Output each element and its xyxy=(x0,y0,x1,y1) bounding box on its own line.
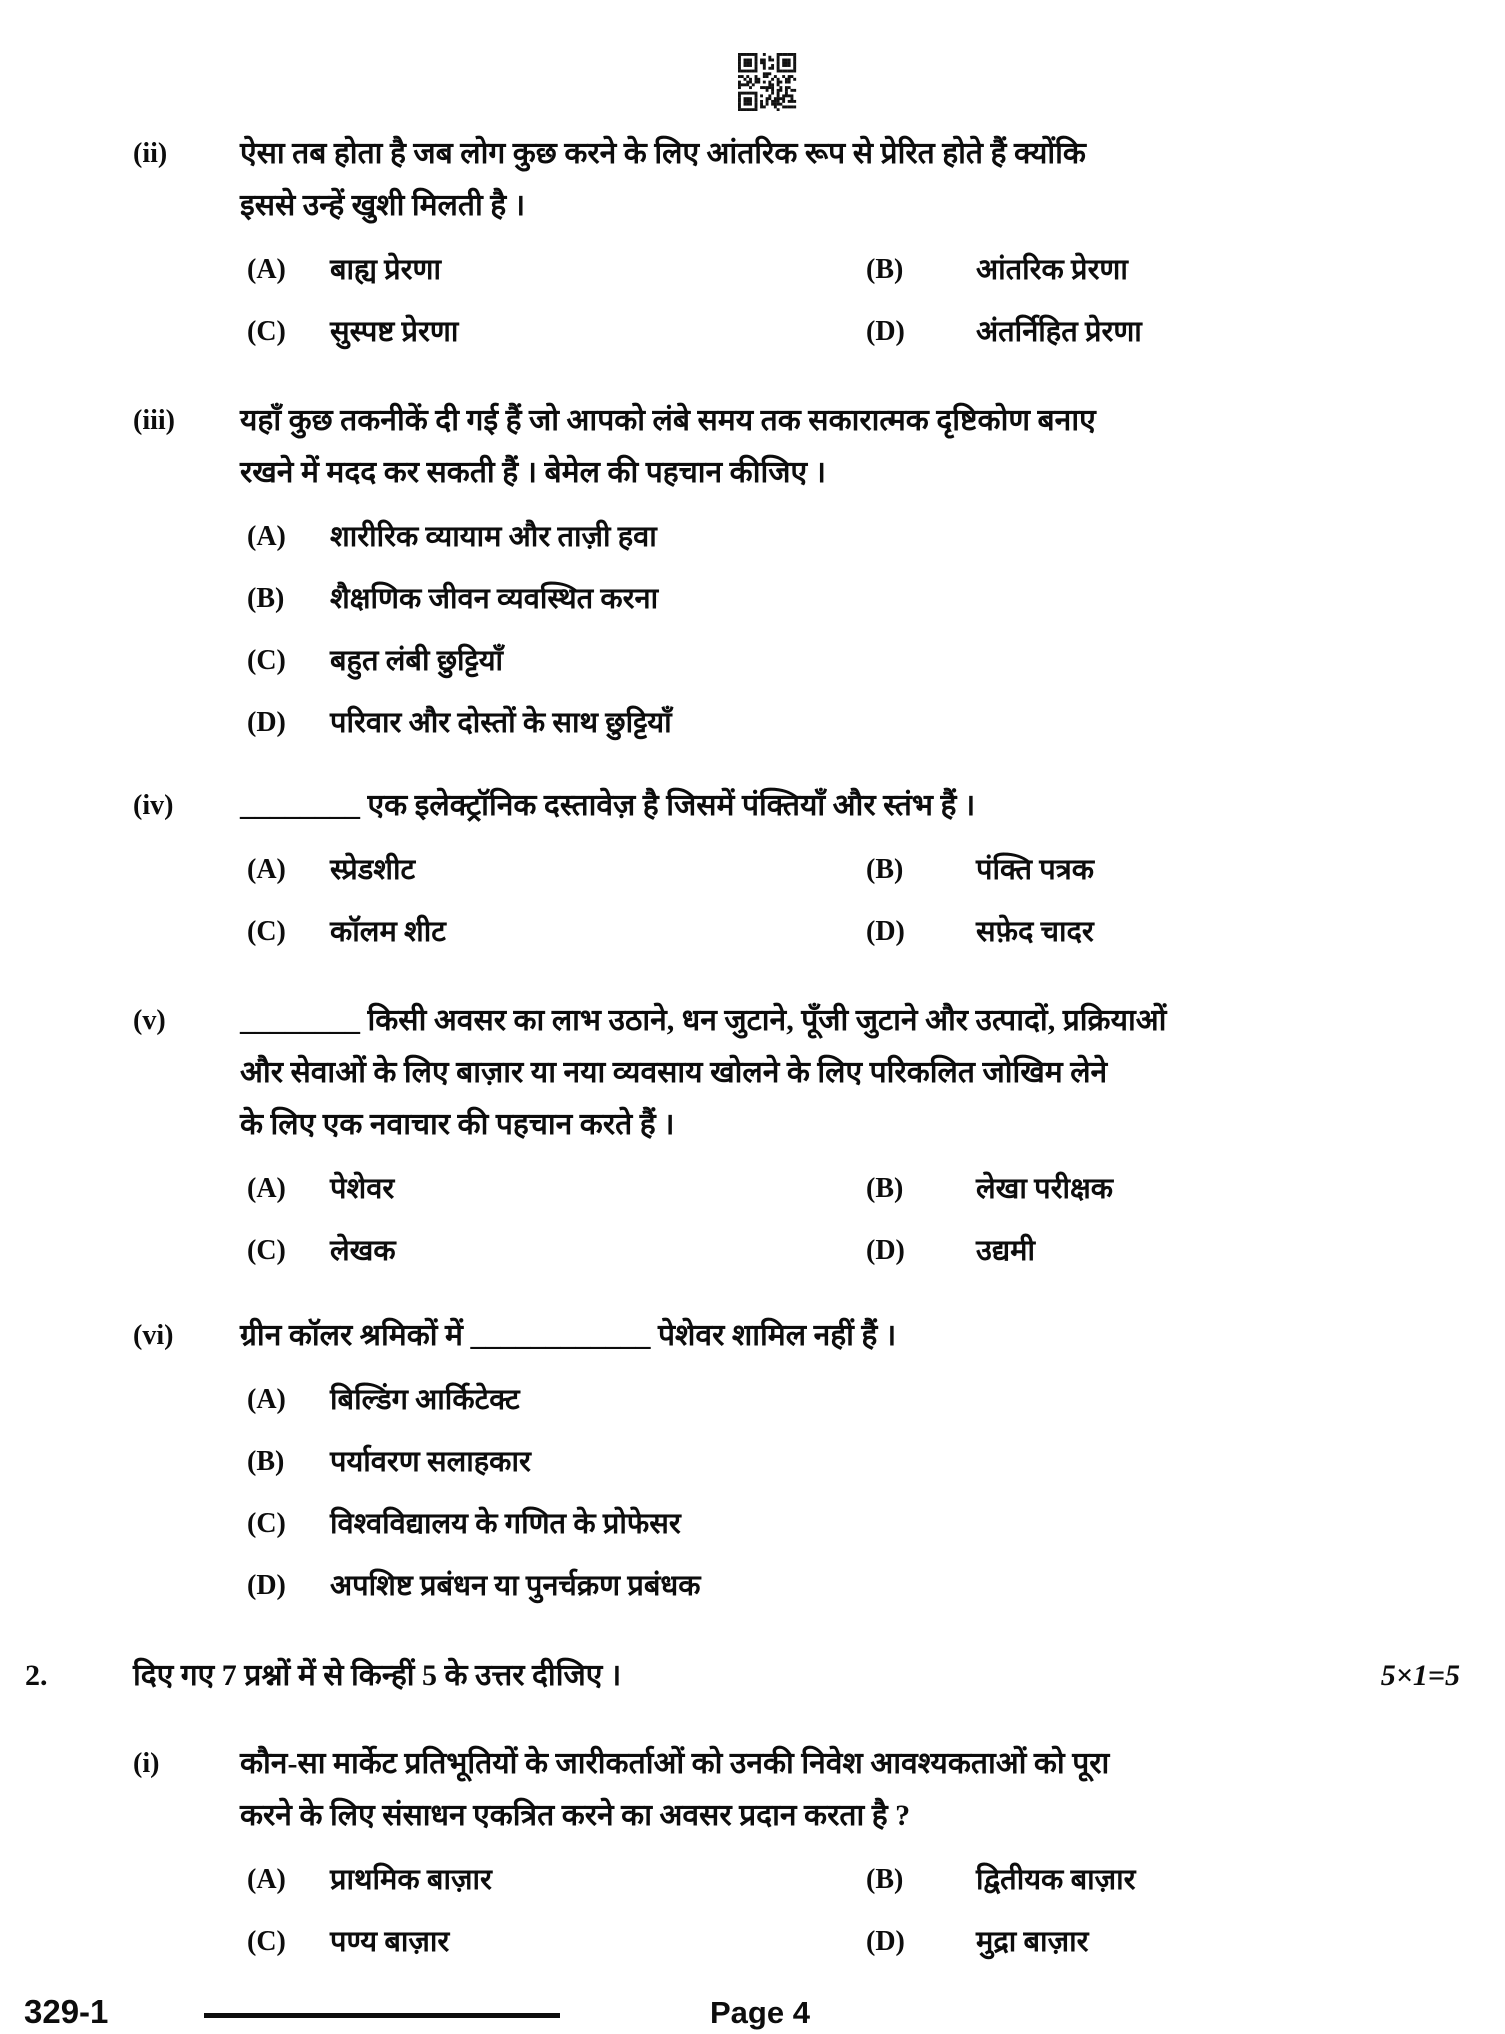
options-list xyxy=(133,850,1463,974)
option-label: (C) xyxy=(247,916,286,947)
option-label: (A) xyxy=(247,521,286,552)
option-text: विश्वविद्यालय के गणित के प्रोफेसर xyxy=(330,1508,681,1540)
option-row xyxy=(133,1169,1463,1231)
option-text: बिल्डिंग आर्किटेक्ट xyxy=(330,1384,520,1416)
question-text-line: ग्रीन कॉलर श्रमिकों में ____________ पेशेवर शामिल नहीं हैं । xyxy=(240,1319,897,1352)
option-text: मुद्रा बाज़ार xyxy=(976,1926,1089,1958)
question-number: (v) xyxy=(133,1005,166,1036)
option-label: (D) xyxy=(866,316,905,347)
option-text: आंतरिक प्रेरणा xyxy=(976,254,1128,286)
option-text: स्प्रेडशीट xyxy=(330,854,416,886)
option-row xyxy=(133,912,1463,974)
option xyxy=(247,312,866,352)
option-row xyxy=(133,703,1463,765)
option xyxy=(247,1922,866,1962)
option xyxy=(866,1922,1088,1962)
option-text: पेशेवर xyxy=(330,1173,395,1205)
option xyxy=(247,1566,866,1606)
option xyxy=(247,912,866,952)
question-2-header xyxy=(25,1653,1462,1699)
sub-question xyxy=(133,1738,1463,1984)
option-label: (B) xyxy=(866,1173,904,1204)
question-number: (iv) xyxy=(133,790,174,821)
option-row xyxy=(133,850,1463,912)
option-text: प्राथमिक बाज़ार xyxy=(330,1864,492,1896)
option-label: (D) xyxy=(247,707,286,738)
question-head xyxy=(133,1310,1463,1362)
question-number: (vi) xyxy=(133,1320,174,1351)
option xyxy=(866,1231,1035,1271)
question-head xyxy=(133,128,1463,232)
option-text: द्वितीयक बाज़ार xyxy=(976,1864,1136,1896)
option xyxy=(866,1169,1113,1209)
option xyxy=(247,1860,866,1900)
question-head xyxy=(133,395,1463,499)
option xyxy=(866,250,1128,290)
question-lines xyxy=(240,128,1463,232)
option xyxy=(866,912,1094,952)
option-label: (B) xyxy=(866,1864,904,1895)
option-row xyxy=(133,1504,1463,1566)
question-number: (ii) xyxy=(133,138,168,169)
option-row xyxy=(133,517,1463,579)
question-lines xyxy=(240,995,1463,1151)
sub-question xyxy=(133,395,1463,765)
option-text: उद्यमी xyxy=(976,1235,1036,1267)
option xyxy=(247,1442,866,1482)
option-label: (C) xyxy=(247,316,286,347)
option xyxy=(247,1169,866,1209)
question-head xyxy=(133,1738,1463,1842)
option-label: (A) xyxy=(247,1864,286,1895)
option-text: सुस्पष्ट प्रेरणा xyxy=(330,316,459,348)
option-text: लेखक xyxy=(330,1235,396,1267)
sub-question xyxy=(133,128,1463,374)
options-list xyxy=(133,1380,1463,1628)
option-row xyxy=(133,1566,1463,1628)
option-row xyxy=(133,250,1463,312)
option-row xyxy=(133,641,1463,703)
option-row xyxy=(133,1231,1463,1293)
question-2-text: दिए गए 7 प्रश्नों में से किन्हीं 5 के उत्तर दीजिए । xyxy=(133,1659,622,1692)
option xyxy=(247,850,866,890)
option-row xyxy=(133,1860,1463,1922)
sub-question xyxy=(133,995,1463,1293)
question-text-line: कौन-सा मार्केट प्रतिभूतियों के जारीकर्ताओं को उनकी निवेश आवश्यकताओं को पूरा xyxy=(240,1747,1110,1780)
option xyxy=(247,517,866,557)
option-text: अपशिष्ट प्रबंधन या पुनर्चक्रण प्रबंधक xyxy=(330,1570,701,1602)
option-text: पर्यावरण सलाहकार xyxy=(330,1446,531,1478)
option-label: (A) xyxy=(247,854,286,885)
option xyxy=(247,641,866,681)
option-label: (D) xyxy=(866,916,905,947)
option-label: (C) xyxy=(247,1235,286,1266)
sub-question xyxy=(133,780,1463,974)
option-label: (D) xyxy=(866,1926,905,1957)
question-text-line: यहाँ कुछ तकनीकें दी गई हैं जो आपको लंबे समय तक सकारात्मक दृष्टिकोण बनाए xyxy=(240,404,1096,437)
option-text: शैक्षणिक जीवन व्यवस्थित करना xyxy=(330,583,659,615)
question-lines xyxy=(240,1310,1463,1362)
option-text: परिवार और दोस्तों के साथ छुट्टियाँ xyxy=(330,707,672,739)
option xyxy=(247,1380,866,1420)
page-number: Page 4 xyxy=(710,1995,810,2030)
option-row xyxy=(133,1442,1463,1504)
option-text: अंतर्निहित प्रेरणा xyxy=(976,316,1142,348)
question-text-line: के लिए एक नवाचार की पहचान करते हैं । xyxy=(240,1108,675,1141)
options-list xyxy=(133,250,1463,374)
option xyxy=(247,250,866,290)
option-label: (A) xyxy=(247,1384,286,1415)
options-list xyxy=(133,517,1463,765)
question-lines xyxy=(240,1738,1463,1842)
options-list xyxy=(133,1860,1463,1984)
question-text-line: ________ किसी अवसर का लाभ उठाने, धन जुटाने, पूँजी जुटाने और उत्पादों, प्रक्रियाओं xyxy=(240,1004,1167,1037)
option-label: (B) xyxy=(247,583,285,614)
option xyxy=(247,703,866,743)
sub-question xyxy=(133,1310,1463,1628)
question-text-line: ऐसा तब होता है जब लोग कुछ करने के लिए आंतरिक रूप से प्रेरित होते हैं क्योंकि xyxy=(240,137,1086,170)
question-text-line: ________ एक इलेक्ट्रॉनिक दस्तावेज़ है जिसमें पंक्तियाँ और स्तंभ हैं । xyxy=(240,789,976,822)
question-lines xyxy=(240,395,1463,499)
option xyxy=(866,1860,1136,1900)
option xyxy=(247,1504,866,1544)
option xyxy=(866,312,1142,352)
question-lines xyxy=(240,780,1463,832)
option-label: (B) xyxy=(866,254,904,285)
qr-code xyxy=(737,53,797,111)
option-label: (B) xyxy=(247,1446,285,1477)
question-text-line: और सेवाओं के लिए बाज़ार या नया व्यवसाय खोलने के लिए परिकलित जोखिम लेने xyxy=(240,1056,1108,1089)
option-text: शारीरिक व्यायाम और ताज़ी हवा xyxy=(330,521,657,553)
option-label: (B) xyxy=(866,854,904,885)
footer-divider-line xyxy=(204,2013,560,2018)
question-2-number: 2. xyxy=(25,1659,48,1692)
option-row xyxy=(133,1380,1463,1442)
question-text-line: इससे उन्हें खुशी मिलती है । xyxy=(240,189,526,222)
option-text: कॉलम शीट xyxy=(330,916,446,948)
option-label: (C) xyxy=(247,1926,286,1957)
question-2-marks: 5×1=5 xyxy=(1380,1659,1460,1692)
question-number: (iii) xyxy=(133,405,175,436)
question-text-line: करने के लिए संसाधन एकत्रित करने का अवसर प्रदान करता है ? xyxy=(240,1799,911,1832)
option-text: सफ़ेद चादर xyxy=(976,916,1094,948)
question-text-line: रखने में मदद कर सकती हैं । बेमेल की पहचान कीजिए । xyxy=(240,456,826,489)
option-label: (D) xyxy=(866,1235,905,1266)
option-text: पण्य बाज़ार xyxy=(330,1926,450,1958)
option-text: बाह्य प्रेरणा xyxy=(330,254,441,286)
option-label: (A) xyxy=(247,1173,286,1204)
option-text: बहुत लंबी छुट्टियाँ xyxy=(330,645,504,677)
option-text: लेखा परीक्षक xyxy=(976,1173,1114,1205)
option xyxy=(866,850,1094,890)
options-list xyxy=(133,1169,1463,1293)
option-label: (A) xyxy=(247,254,286,285)
option-label: (D) xyxy=(247,1570,286,1601)
option-label: (C) xyxy=(247,645,286,676)
question-head xyxy=(133,995,1463,1151)
paper-code: 329-1 xyxy=(24,1993,109,2030)
option-row xyxy=(133,579,1463,641)
option-label: (C) xyxy=(247,1508,286,1539)
option xyxy=(247,579,866,619)
option-row xyxy=(133,312,1463,374)
option-row xyxy=(133,1922,1463,1984)
option-text: पंक्ति पत्रक xyxy=(976,854,1095,886)
option xyxy=(247,1231,866,1271)
question-number: (i) xyxy=(133,1748,160,1779)
question-head xyxy=(133,780,1463,832)
